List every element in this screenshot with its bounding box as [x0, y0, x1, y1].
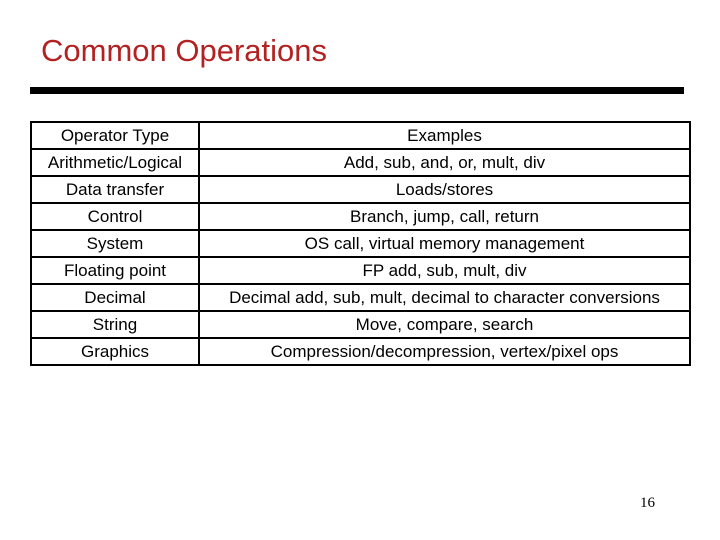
examples-cell: FP add, sub, mult, div [199, 257, 690, 284]
table-header-row [31, 122, 690, 149]
operator-type-cell: Control [31, 203, 199, 230]
operator-type-cell: System [31, 230, 199, 257]
operator-type-cell: Floating point [31, 257, 199, 284]
table-row [31, 203, 690, 230]
examples-cell: Move, compare, search [199, 311, 690, 338]
table-row [31, 338, 690, 365]
header-operator-type: Operator Type [31, 122, 199, 149]
operator-type-cell: Arithmetic/Logical [31, 149, 199, 176]
examples-cell: Branch, jump, call, return [199, 203, 690, 230]
examples-cell: Decimal add, sub, mult, decimal to character conversions [199, 284, 690, 311]
slide-title: Common Operations [41, 33, 328, 68]
header-examples: Examples [199, 122, 690, 149]
page-number: 16 [640, 495, 655, 511]
table-row [31, 230, 690, 257]
examples-cell: Add, sub, and, or, mult, div [199, 149, 690, 176]
operator-type-cell: Graphics [31, 338, 199, 365]
table-row [31, 149, 690, 176]
operator-type-cell: String [31, 311, 199, 338]
operator-type-cell: Decimal [31, 284, 199, 311]
operations-table [30, 121, 691, 366]
table-row [31, 176, 690, 203]
examples-cell: Compression/decompression, vertex/pixel ops [199, 338, 690, 365]
examples-cell: OS call, virtual memory management [199, 230, 690, 257]
examples-cell: Loads/stores [199, 176, 690, 203]
operator-type-cell: Data transfer [31, 176, 199, 203]
table-row [31, 311, 690, 338]
table-row [31, 284, 690, 311]
table-row [31, 257, 690, 284]
title-divider [30, 87, 684, 94]
